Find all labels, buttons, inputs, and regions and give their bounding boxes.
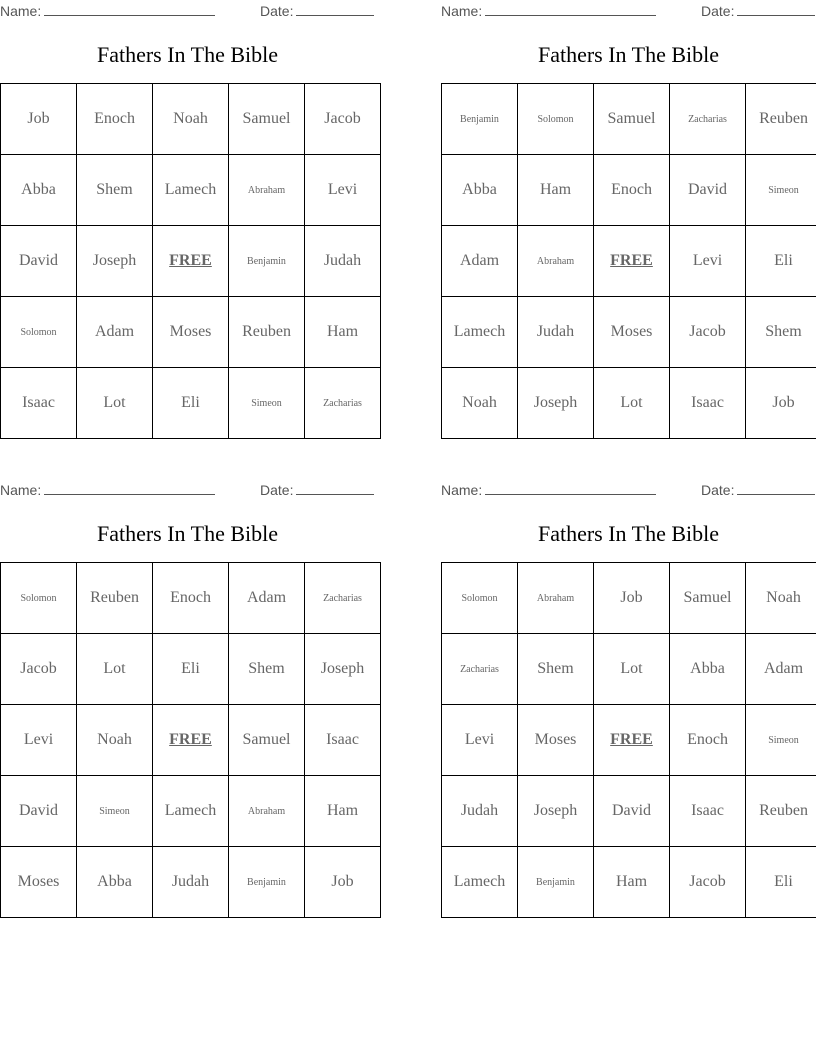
grid-row: [442, 776, 816, 847]
bingo-cell: Noah: [77, 705, 153, 776]
date-blank[interactable]: [737, 3, 815, 16]
grid-row: [442, 226, 816, 297]
bingo-cell: Shem: [518, 634, 594, 705]
bingo-cell: Isaac: [670, 368, 746, 439]
bingo-grid: [0, 562, 381, 918]
bingo-grid: [0, 83, 381, 439]
bingo-cell: Ham: [518, 155, 594, 226]
bingo-cell: Shem: [746, 297, 816, 368]
date-blank[interactable]: [296, 3, 374, 16]
grid-row: [1, 297, 381, 368]
bingo-cell: Simeon: [746, 705, 816, 776]
card-header: [0, 3, 375, 19]
bingo-cell: Abba: [77, 847, 153, 918]
bingo-cell: David: [670, 155, 746, 226]
name-label: Name:: [0, 3, 42, 19]
bingo-cell: Lamech: [153, 155, 229, 226]
bingo-cell: Abraham: [518, 226, 594, 297]
bingo-cell: Samuel: [594, 84, 670, 155]
bingo-cell: Lamech: [442, 847, 518, 918]
card-title: Fathers In The Bible: [537, 521, 720, 546]
card-header: [441, 3, 816, 19]
name-field: [441, 3, 656, 19]
date-field: [701, 3, 815, 19]
bingo-cell: Joseph: [77, 226, 153, 297]
date-blank[interactable]: [737, 482, 815, 495]
free-space-cell: FREE: [594, 226, 670, 297]
bingo-cell: Levi: [305, 155, 381, 226]
bingo-card: [441, 0, 816, 440]
bingo-cell: Lot: [77, 368, 153, 439]
date-field: [701, 482, 815, 498]
bingo-cell: Zacharias: [442, 634, 518, 705]
bingo-cell: Adam: [229, 563, 305, 634]
bingo-cell: Job: [305, 847, 381, 918]
grid-row: [1, 84, 381, 155]
bingo-cell: Solomon: [442, 563, 518, 634]
card-title: Fathers In The Bible: [96, 42, 279, 67]
bingo-cell: Enoch: [153, 563, 229, 634]
bingo-cell: Benjamin: [442, 84, 518, 155]
bingo-cell: Judah: [442, 776, 518, 847]
date-field: [260, 3, 374, 19]
bingo-cell: Shem: [229, 634, 305, 705]
grid-row: [1, 705, 381, 776]
bingo-cell: Eli: [746, 226, 816, 297]
bingo-cell: Samuel: [229, 84, 305, 155]
bingo-cell: Moses: [1, 847, 77, 918]
bingo-cell: Simeon: [746, 155, 816, 226]
bingo-cell: Simeon: [229, 368, 305, 439]
bingo-cell: Lamech: [153, 776, 229, 847]
bingo-cell: Levi: [1, 705, 77, 776]
bingo-cell: Reuben: [746, 84, 816, 155]
free-space-cell: FREE: [153, 226, 229, 297]
bingo-cell: Ham: [594, 847, 670, 918]
grid-row: [1, 634, 381, 705]
bingo-cell: Simeon: [77, 776, 153, 847]
card-title: Fathers In The Bible: [537, 42, 720, 67]
bingo-cell: Zacharias: [305, 563, 381, 634]
bingo-cell: Levi: [442, 705, 518, 776]
grid-row: [442, 297, 816, 368]
bingo-cell: Judah: [518, 297, 594, 368]
bingo-grid: [441, 562, 816, 918]
bingo-cell: Joseph: [518, 368, 594, 439]
grid-row: [1, 847, 381, 918]
date-label: Date:: [701, 3, 735, 19]
free-space-cell: FREE: [594, 705, 670, 776]
bingo-cell: Reuben: [746, 776, 816, 847]
card-header: [441, 482, 816, 498]
name-field: [441, 482, 656, 498]
free-space-cell: FREE: [153, 705, 229, 776]
bingo-cell: Lamech: [442, 297, 518, 368]
bingo-cell: Joseph: [518, 776, 594, 847]
grid-row: [1, 563, 381, 634]
grid-row: [1, 226, 381, 297]
bingo-cell: Job: [594, 563, 670, 634]
bingo-cell: Noah: [442, 368, 518, 439]
name-blank[interactable]: [44, 482, 215, 495]
name-label: Name:: [0, 482, 42, 498]
bingo-card: [441, 479, 816, 919]
bingo-cell: Enoch: [670, 705, 746, 776]
bingo-cell: Benjamin: [229, 226, 305, 297]
name-label: Name:: [441, 482, 483, 498]
bingo-card: [0, 0, 375, 440]
bingo-cell: Abraham: [229, 776, 305, 847]
bingo-cell: Judah: [305, 226, 381, 297]
bingo-cell: Shem: [77, 155, 153, 226]
name-blank[interactable]: [485, 482, 656, 495]
grid-row: [442, 368, 816, 439]
name-blank[interactable]: [485, 3, 656, 16]
bingo-cell: Joseph: [305, 634, 381, 705]
bingo-cell: Moses: [518, 705, 594, 776]
bingo-cell: Abba: [442, 155, 518, 226]
name-blank[interactable]: [44, 3, 215, 16]
date-label: Date:: [260, 482, 294, 498]
bingo-cell: Zacharias: [305, 368, 381, 439]
bingo-cell: David: [1, 776, 77, 847]
name-field: [0, 3, 215, 19]
bingo-cell: David: [1, 226, 77, 297]
date-label: Date:: [701, 482, 735, 498]
bingo-cell: Ham: [305, 776, 381, 847]
bingo-card: [0, 479, 375, 919]
grid-row: [442, 155, 816, 226]
card-title: Fathers In The Bible: [96, 521, 279, 546]
bingo-cell: Job: [746, 368, 816, 439]
bingo-cell: Zacharias: [670, 84, 746, 155]
bingo-cell: Lot: [594, 634, 670, 705]
bingo-cell: Eli: [153, 634, 229, 705]
bingo-cell: Jacob: [670, 297, 746, 368]
bingo-cell: Judah: [153, 847, 229, 918]
bingo-grid: [441, 83, 816, 439]
card-header: [0, 482, 375, 498]
bingo-cell: Adam: [746, 634, 816, 705]
bingo-cell: Lot: [77, 634, 153, 705]
bingo-cell: Abraham: [229, 155, 305, 226]
bingo-cell: Adam: [77, 297, 153, 368]
bingo-cell: Moses: [594, 297, 670, 368]
bingo-cell: Samuel: [670, 563, 746, 634]
grid-row: [1, 368, 381, 439]
bingo-cell: Adam: [442, 226, 518, 297]
bingo-cell: Solomon: [518, 84, 594, 155]
bingo-cell: Isaac: [1, 368, 77, 439]
bingo-cell: Abba: [670, 634, 746, 705]
grid-row: [1, 776, 381, 847]
bingo-cell: Benjamin: [229, 847, 305, 918]
bingo-cell: Reuben: [77, 563, 153, 634]
date-field: [260, 482, 374, 498]
bingo-cell: Samuel: [229, 705, 305, 776]
bingo-cell: Eli: [153, 368, 229, 439]
grid-row: [442, 563, 816, 634]
bingo-cell: Noah: [153, 84, 229, 155]
bingo-cell: Ham: [305, 297, 381, 368]
bingo-cell: Jacob: [670, 847, 746, 918]
bingo-cell: Lot: [594, 368, 670, 439]
grid-row: [1, 155, 381, 226]
name-label: Name:: [441, 3, 483, 19]
name-field: [0, 482, 215, 498]
bingo-cell: Solomon: [1, 563, 77, 634]
bingo-cell: Jacob: [1, 634, 77, 705]
bingo-cell: Isaac: [305, 705, 381, 776]
bingo-cell: Benjamin: [518, 847, 594, 918]
bingo-cell: David: [594, 776, 670, 847]
grid-row: [442, 847, 816, 918]
bingo-cell: Job: [1, 84, 77, 155]
bingo-cell: Reuben: [229, 297, 305, 368]
bingo-cell: Enoch: [594, 155, 670, 226]
bingo-cell: Isaac: [670, 776, 746, 847]
bingo-cell: Solomon: [1, 297, 77, 368]
date-label: Date:: [260, 3, 294, 19]
bingo-cell: Levi: [670, 226, 746, 297]
grid-row: [442, 634, 816, 705]
bingo-cell: Moses: [153, 297, 229, 368]
bingo-cell: Eli: [746, 847, 816, 918]
grid-row: [442, 84, 816, 155]
bingo-cell: Noah: [746, 563, 816, 634]
grid-row: [442, 705, 816, 776]
bingo-cell: Abraham: [518, 563, 594, 634]
bingo-cell: Abba: [1, 155, 77, 226]
bingo-cell: Jacob: [305, 84, 381, 155]
bingo-cell: Enoch: [77, 84, 153, 155]
date-blank[interactable]: [296, 482, 374, 495]
